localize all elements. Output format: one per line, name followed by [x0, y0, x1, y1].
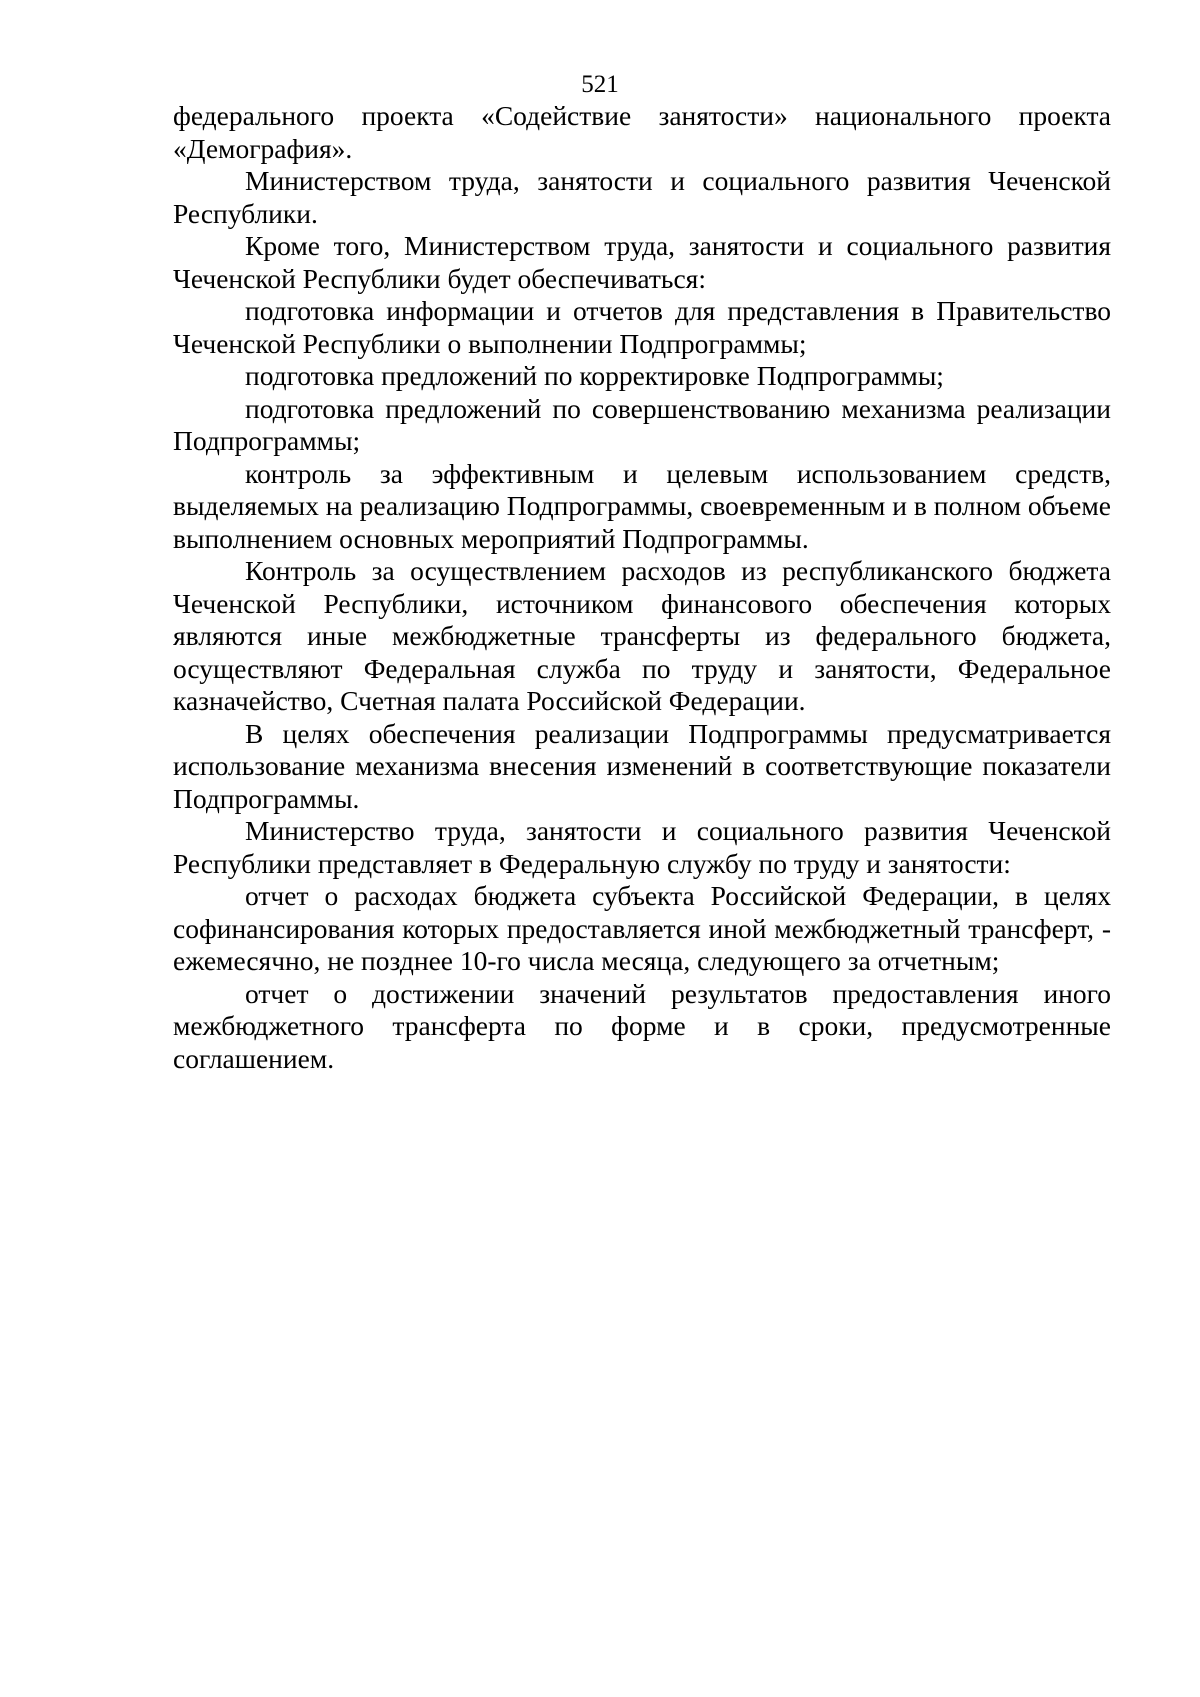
- paragraph-8: Контроль за осуществлением расходов из республиканского бюджета Чеченской Республики, источником финансового обеспечения которых являются иные межбюджетные трансферты из федерального бюджета, осуществляют Федеральная служба по труду и занятости, Федеральное казначейство, Счетная палата Российской Федерации.: [173, 555, 1111, 716]
- paragraph-6: подготовка предложений по совершенствованию механизма реализации Подпрограммы;: [173, 392, 1111, 456]
- paragraph-10: Министерство труда, занятости и социального развития Чеченской Республики представляет в Федеральную службу по труду и занятости:: [173, 815, 1111, 879]
- paragraph-7: контроль за эффективным и целевым использованием средств, выделяемых на реализацию Подпрограммы, своевременным и в полном объеме выполнением основных мероприятий Подпрограммы.: [173, 457, 1111, 554]
- paragraph-4: подготовка информации и отчетов для представления в Правительство Чеченской Республики о выполнении Подпрограммы;: [173, 295, 1111, 359]
- page-number: 521: [581, 71, 619, 98]
- paragraph-11: отчет о расходах бюджета субъекта Российской Федерации, в целях софинансирования которых предоставляется иной межбюджетный трансферт, - ежемесячно, не позднее 10-го числа месяца, следующего за отчетным;: [173, 880, 1111, 976]
- paragraph-12: отчет о достижении значений результатов предоставления иного межбюджетного трансферта по форме и в сроки, предусмотренные соглашением.: [173, 977, 1111, 1074]
- paragraph-3: Кроме того, Министерством труда, занятости и социального развития Чеченской Республики будет обеспечиваться:: [173, 230, 1111, 294]
- document-body: [173, 100, 1111, 1075]
- paragraph-1: федерального проекта «Содействие занятости» национального проекта «Демография».: [173, 100, 1111, 164]
- paragraph-5: подготовка предложений по корректировке Подпрограммы;: [245, 360, 944, 391]
- paragraph-9: В целях обеспечения реализации Подпрограммы предусматривается использование механизма внесения изменений в соответствующие показатели Подпрограммы.: [173, 717, 1111, 814]
- paragraph-2: Министерством труда, занятости и социального развития Чеченской Республики.: [173, 165, 1111, 229]
